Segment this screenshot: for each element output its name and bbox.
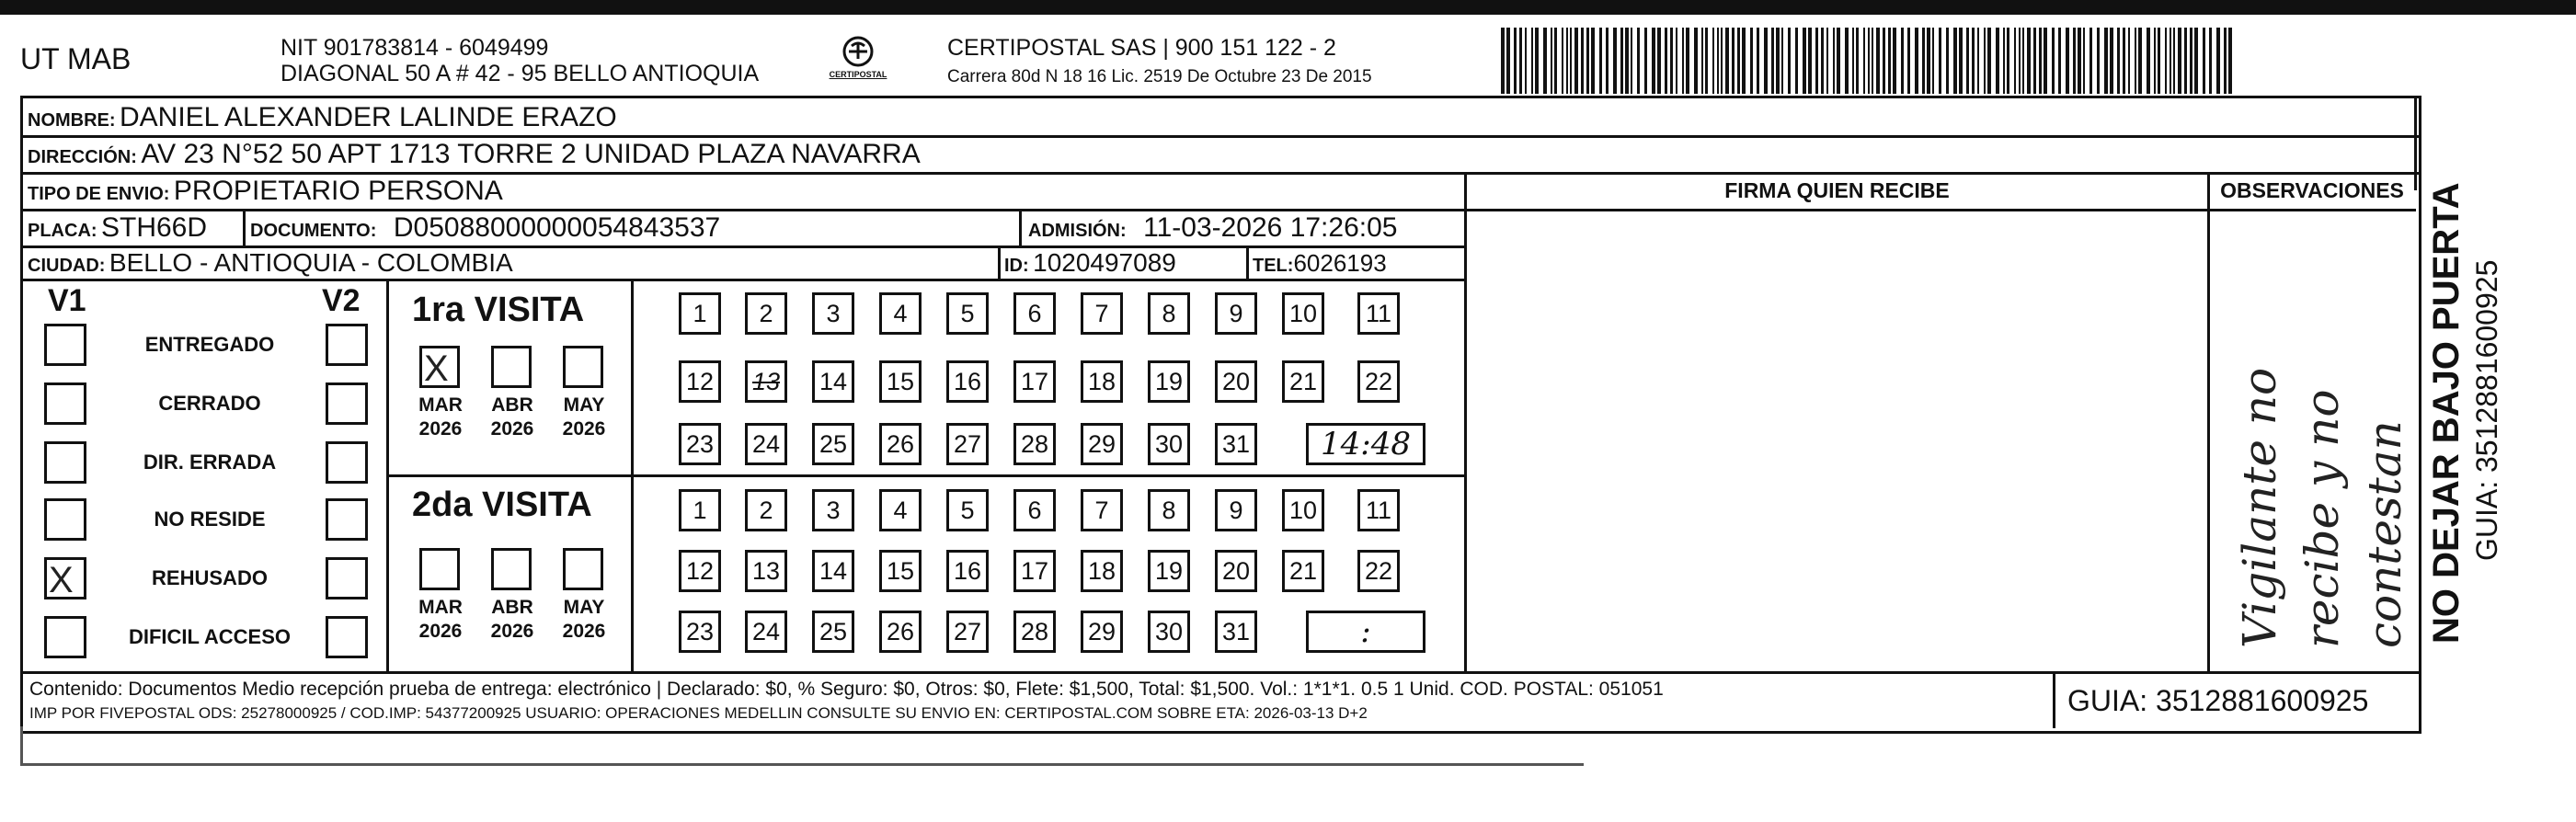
visit-time-box[interactable]: : [1306, 611, 1425, 653]
v2-checkbox[interactable] [326, 441, 368, 484]
day-box[interactable]: 4 [879, 292, 922, 335]
day-box[interactable]: 6 [1013, 489, 1056, 531]
carrier-name: CERTIPOSTAL SAS | 900 151 122 - 2 [947, 35, 1336, 61]
day-box[interactable]: 15 [879, 550, 922, 592]
day-box[interactable]: 8 [1148, 489, 1190, 531]
day-box[interactable]: 30 [1148, 423, 1190, 465]
visit-2-title: 2da VISITA [412, 485, 592, 524]
document-field: DOCUMENTO: D05088000000054843537 [250, 212, 721, 243]
status-label: CERRADO [158, 392, 261, 415]
side-guide: GUIA: 3512881600925 [2470, 259, 2503, 561]
day-box[interactable]: 14 [812, 550, 854, 592]
day-box[interactable]: 16 [946, 360, 989, 403]
observation-line-1: Vigilante no [2233, 367, 2286, 648]
day-box[interactable]: 17 [1013, 360, 1056, 403]
v2-label: V2 [322, 283, 361, 318]
v1-label: V1 [48, 283, 86, 318]
month-label: ABR [491, 394, 533, 416]
footer-guide: GUIA: 3512881600925 [2067, 684, 2369, 717]
day-box[interactable]: 2 [745, 489, 787, 531]
year-label: 2026 [490, 418, 534, 440]
v2-checkbox[interactable] [326, 324, 368, 366]
day-box[interactable]: 15 [879, 360, 922, 403]
shipping-type-field: TIPO DE ENVIO: PROPIETARIO PERSONA [28, 176, 503, 206]
day-box[interactable]: 29 [1081, 423, 1123, 465]
month-label: MAY [563, 394, 605, 416]
day-box[interactable]: 31 [1215, 611, 1257, 653]
day-box[interactable]: 12 [679, 360, 721, 403]
day-box[interactable]: 9 [1215, 292, 1257, 335]
day-box[interactable]: 10 [1282, 489, 1324, 531]
footer-print-info: IMP POR FIVEPOSTAL ODS: 25278000925 / COD.IMP: 54377200925 USUARIO: OPERACIONES MEDELLIN CONSULTE SU ENVIO EN: CERTIPOSTAL.COM SOBRE ETA: 2026-03-13 D+2 [29, 704, 1368, 722]
shipping-type: PROPIETARIO PERSONA [173, 176, 503, 206]
admission-value: 11-03-2026 17:26:05 [1143, 212, 1398, 243]
document-value: D05088000000054843537 [393, 212, 721, 243]
day-box[interactable]: 17 [1013, 550, 1056, 592]
v1-checkbox[interactable] [44, 441, 86, 484]
day-box[interactable]: 22 [1357, 360, 1400, 403]
visit-1-title: 1ra VISITA [412, 291, 585, 329]
v1-checkbox[interactable] [44, 324, 86, 366]
tel-field: TEL:6026193 [1253, 249, 1387, 277]
day-box[interactable]: 25 [812, 423, 854, 465]
status-label: ENTREGADO [144, 333, 275, 356]
observation-line-3: contestan [2358, 420, 2411, 648]
day-box[interactable]: 11 [1357, 292, 1400, 335]
sender-nit: NIT 901783814 - 6049499 [280, 35, 549, 61]
v2-checkbox[interactable] [326, 616, 368, 658]
month-label: MAR [418, 394, 463, 416]
name-field: NOMBRE: DANIEL ALEXANDER LALINDE ERAZO [28, 102, 617, 132]
day-box[interactable]: 1 [679, 489, 721, 531]
month-checkbox[interactable] [491, 548, 532, 590]
plate-field: PLACA: STH66D [28, 212, 208, 243]
day-box[interactable]: 26 [879, 611, 922, 653]
day-box[interactable]: 19 [1148, 550, 1190, 592]
day-box[interactable]: 27 [946, 611, 989, 653]
day-box[interactable]: 28 [1013, 423, 1056, 465]
admission-field: ADMISIÓN: 11-03-2026 17:26:05 [1028, 212, 1398, 243]
month-checkbox[interactable] [563, 548, 603, 590]
year-label: 2026 [562, 418, 606, 440]
visit-time-box[interactable]: 14:48 [1306, 423, 1425, 465]
barcode [1501, 28, 2237, 94]
footer-content: Contenido: Documentos Medio recepción prueba de entrega: electrónico | Declarado: $0, % Seguro: $0, Otros: $0, Flete: $1,500, Total: $1,500. Vol.: 1*1*1. 0.5 1 Unid. COD. POSTAL: 051051 [29, 679, 1664, 700]
day-box[interactable]: 22 [1357, 550, 1400, 592]
v1-checkbox[interactable] [44, 382, 86, 425]
month-label: ABR [491, 597, 533, 618]
day-box[interactable]: 24 [745, 423, 787, 465]
id-value: 1020497089 [1033, 248, 1176, 277]
city-value: BELLO - ANTIOQUIA - COLOMBIA [109, 248, 513, 277]
carrier-logo: CERTIPOSTAL [821, 33, 895, 88]
check-mark: X [424, 348, 449, 389]
day-box[interactable]: 12 [679, 550, 721, 592]
address-field: DIRECCIÓN: AV 23 N°52 50 APT 1713 TORRE 2 UNIDAD PLAZA NAVARRA [28, 139, 921, 169]
day-box[interactable]: 20 [1215, 550, 1257, 592]
day-box[interactable]: 10 [1282, 292, 1324, 335]
sender-address: DIAGONAL 50 A # 42 - 95 BELLO ANTIOQUIA [280, 61, 760, 86]
day-box[interactable]: 11 [1357, 489, 1400, 531]
v2-checkbox[interactable] [326, 382, 368, 425]
day-box[interactable]: 1 [679, 292, 721, 335]
day-box[interactable]: 26 [879, 423, 922, 465]
day-box[interactable]: 7 [1081, 489, 1123, 531]
day-box[interactable]: 3 [812, 489, 854, 531]
year-label: 2026 [418, 621, 463, 642]
recipient-name: DANIEL ALEXANDER LALINDE ERAZO [120, 102, 617, 132]
month-checkbox[interactable] [419, 548, 460, 590]
signature-area[interactable] [1470, 214, 2205, 669]
observations-header: OBSERVACIONES [2220, 178, 2404, 202]
status-label: REHUSADO [152, 566, 268, 589]
signature-header: FIRMA QUIEN RECIBE [1724, 178, 1950, 202]
status-label: DIFICIL ACCESO [128, 625, 291, 648]
tel-value: 6026193 [1293, 249, 1387, 277]
check-mark: X [49, 560, 74, 600]
sender-name: UT MAB [20, 42, 132, 75]
day-box[interactable]: 25 [812, 611, 854, 653]
year-label: 2026 [490, 621, 534, 642]
month-checkbox[interactable] [419, 346, 460, 388]
day-box[interactable]: 27 [946, 423, 989, 465]
day-box[interactable]: 21 [1282, 360, 1324, 403]
day-box[interactable]: 18 [1081, 360, 1123, 403]
month-checkbox[interactable] [491, 346, 532, 388]
v1-checkbox[interactable] [44, 557, 86, 599]
day-box[interactable]: 16 [946, 550, 989, 592]
day-box[interactable]: 24 [745, 611, 787, 653]
top-edge-bar [0, 0, 2576, 15]
v1-checkbox[interactable] [44, 498, 86, 541]
no-under-door-warning: NO DEJAR BAJO PUERTA [2426, 182, 2467, 644]
day-box[interactable]: 8 [1148, 292, 1190, 335]
carrier-license: Carrera 80d N 18 16 Lic. 2519 De Octubre 23 De 2015 [947, 67, 1372, 86]
plate-value: STH66D [101, 212, 208, 243]
day-box[interactable]: 2 [745, 292, 787, 335]
city-field: CIUDAD: BELLO - ANTIOQUIA - COLOMBIA [28, 248, 513, 277]
day-box[interactable]: 13 [745, 360, 787, 403]
day-box[interactable]: 31 [1215, 423, 1257, 465]
v2-checkbox[interactable] [326, 557, 368, 599]
v1-checkbox[interactable] [44, 616, 86, 658]
day-box[interactable]: 4 [879, 489, 922, 531]
day-box[interactable]: 3 [812, 292, 854, 335]
year-label: 2026 [562, 621, 606, 642]
day-box[interactable]: 29 [1081, 611, 1123, 653]
day-box[interactable]: 6 [1013, 292, 1056, 335]
day-box[interactable]: 28 [1013, 611, 1056, 653]
day-box[interactable]: 5 [946, 292, 989, 335]
day-box[interactable]: 30 [1148, 611, 1190, 653]
day-box[interactable]: 7 [1081, 292, 1123, 335]
month-checkbox[interactable] [563, 346, 603, 388]
month-label: MAR [418, 597, 463, 618]
id-field: ID: 1020497089 [1004, 248, 1176, 277]
day-box[interactable]: 23 [679, 611, 721, 653]
recipient-address: AV 23 N°52 50 APT 1713 TORRE 2 UNIDAD PLAZA NAVARRA [141, 139, 921, 169]
status-label: NO RESIDE [154, 508, 266, 531]
v2-checkbox[interactable] [326, 498, 368, 541]
day-box[interactable]: 19 [1148, 360, 1190, 403]
year-label: 2026 [418, 418, 463, 440]
day-box[interactable]: 20 [1215, 360, 1257, 403]
day-box[interactable]: 23 [679, 423, 721, 465]
month-label: MAY [563, 597, 605, 618]
status-label: DIR. ERRADA [143, 451, 277, 474]
day-box[interactable]: 9 [1215, 489, 1257, 531]
day-box[interactable]: 14 [812, 360, 854, 403]
day-box[interactable]: 5 [946, 489, 989, 531]
day-box[interactable]: 13 [745, 550, 787, 592]
day-box[interactable]: 21 [1282, 550, 1324, 592]
day-box[interactable]: 18 [1081, 550, 1123, 592]
observation-line-2: recibe y no [2296, 389, 2349, 648]
